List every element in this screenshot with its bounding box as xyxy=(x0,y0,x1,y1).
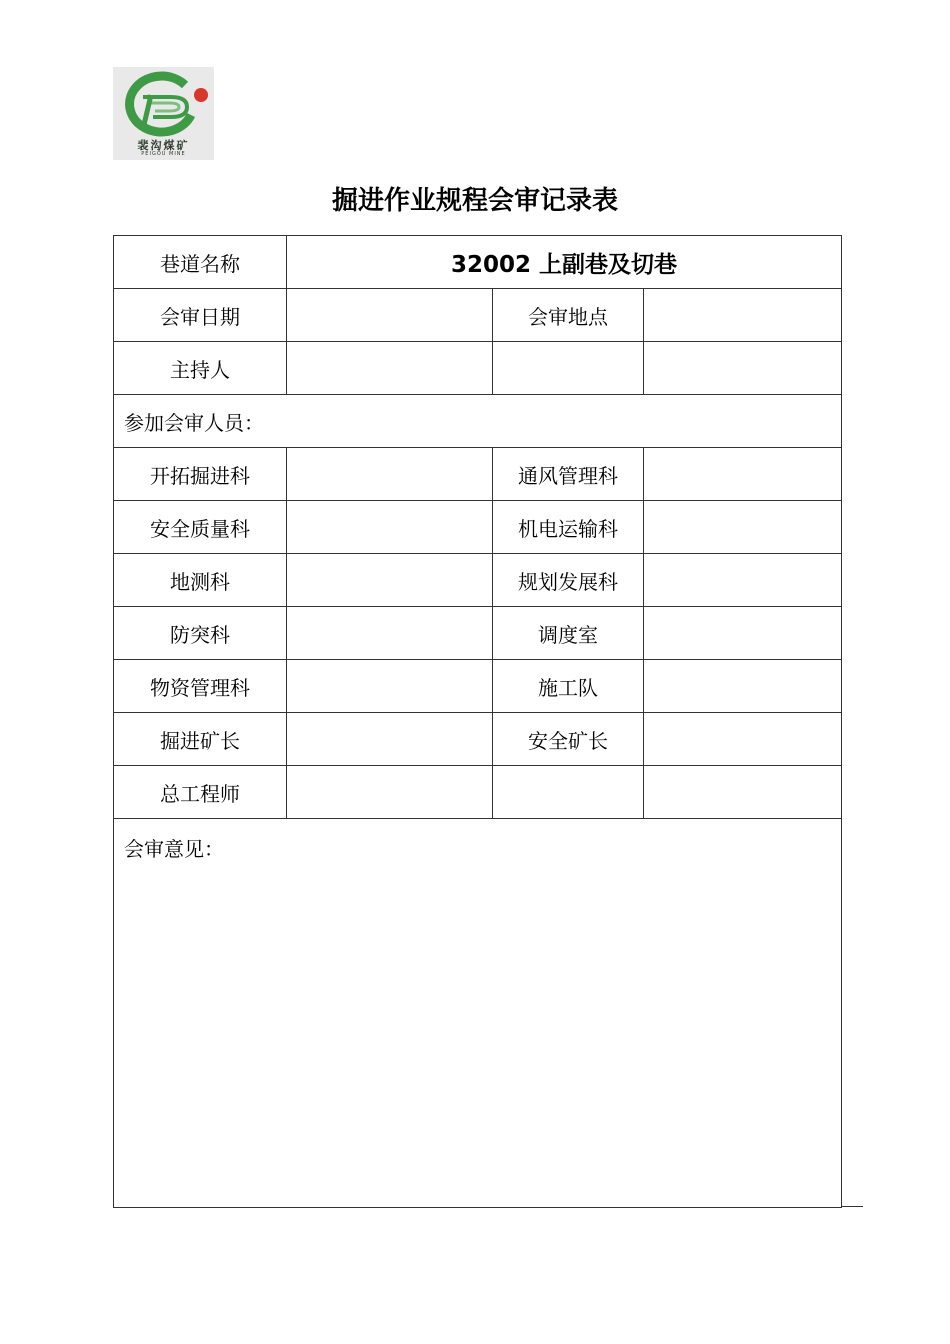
review-date-field[interactable] xyxy=(287,289,493,342)
signature-field[interactable] xyxy=(644,448,842,501)
road-name-row xyxy=(114,236,842,289)
department-label: 开拓掘进科 xyxy=(114,448,287,501)
signature-field[interactable] xyxy=(287,448,493,501)
participants-label: 参加会审人员： xyxy=(114,395,842,448)
participant-row xyxy=(114,501,842,554)
host-field[interactable] xyxy=(287,342,493,395)
department-label: 调度室 xyxy=(493,607,644,660)
signature-field[interactable] xyxy=(644,713,842,766)
department-label: 总工程师 xyxy=(114,766,287,819)
logo-text-en: PEIGOU MINE xyxy=(141,151,186,157)
review-record-form xyxy=(113,235,842,1208)
participant-row xyxy=(114,448,842,501)
department-label: 规划发展科 xyxy=(493,554,644,607)
host-label: 主持人 xyxy=(114,342,287,395)
signature-field[interactable] xyxy=(287,607,493,660)
signature-field[interactable] xyxy=(287,713,493,766)
participant-row xyxy=(114,554,842,607)
participants-header-row xyxy=(114,395,842,448)
participant-row xyxy=(114,766,842,819)
road-name-value: 32002 上副巷及切巷 xyxy=(287,236,842,289)
signature-field[interactable] xyxy=(644,607,842,660)
review-opinion-label: 会审意见： xyxy=(124,837,224,861)
signature-field[interactable] xyxy=(644,766,842,819)
review-location-label: 会审地点 xyxy=(493,289,644,342)
logo-emblem-icon xyxy=(113,67,214,137)
signature-field[interactable] xyxy=(287,554,493,607)
review-location-field[interactable] xyxy=(644,289,842,342)
signature-field[interactable] xyxy=(644,501,842,554)
participant-row xyxy=(114,660,842,713)
department-label xyxy=(493,766,644,819)
department-label: 机电运输科 xyxy=(493,501,644,554)
department-label: 施工队 xyxy=(493,660,644,713)
empty-cell[interactable] xyxy=(644,342,842,395)
signature-field[interactable] xyxy=(287,766,493,819)
signature-field[interactable] xyxy=(644,660,842,713)
signature-field[interactable] xyxy=(287,660,493,713)
department-label: 掘进矿长 xyxy=(114,713,287,766)
date-location-row xyxy=(114,289,842,342)
review-date-label: 会审日期 xyxy=(114,289,287,342)
department-label: 安全矿长 xyxy=(493,713,644,766)
department-label: 安全质量科 xyxy=(114,501,287,554)
empty-cell[interactable] xyxy=(493,342,644,395)
department-label: 物资管理科 xyxy=(114,660,287,713)
document-title: 掘进作业规程会审记录表 xyxy=(331,186,618,216)
department-label: 地测科 xyxy=(114,554,287,607)
signature-field[interactable] xyxy=(644,554,842,607)
department-label: 通风管理科 xyxy=(493,448,644,501)
participant-row xyxy=(114,607,842,660)
table-edge-line xyxy=(841,1206,863,1207)
host-row xyxy=(114,342,842,395)
participant-row xyxy=(114,713,842,766)
department-label: 防突科 xyxy=(114,607,287,660)
review-opinion-field[interactable] xyxy=(114,819,842,1208)
opinion-row xyxy=(114,819,842,1208)
company-logo xyxy=(113,67,214,160)
road-name-label: 巷道名称 xyxy=(114,236,287,289)
logo-text-cn: 裴沟煤矿 xyxy=(137,139,190,152)
signature-field[interactable] xyxy=(287,501,493,554)
